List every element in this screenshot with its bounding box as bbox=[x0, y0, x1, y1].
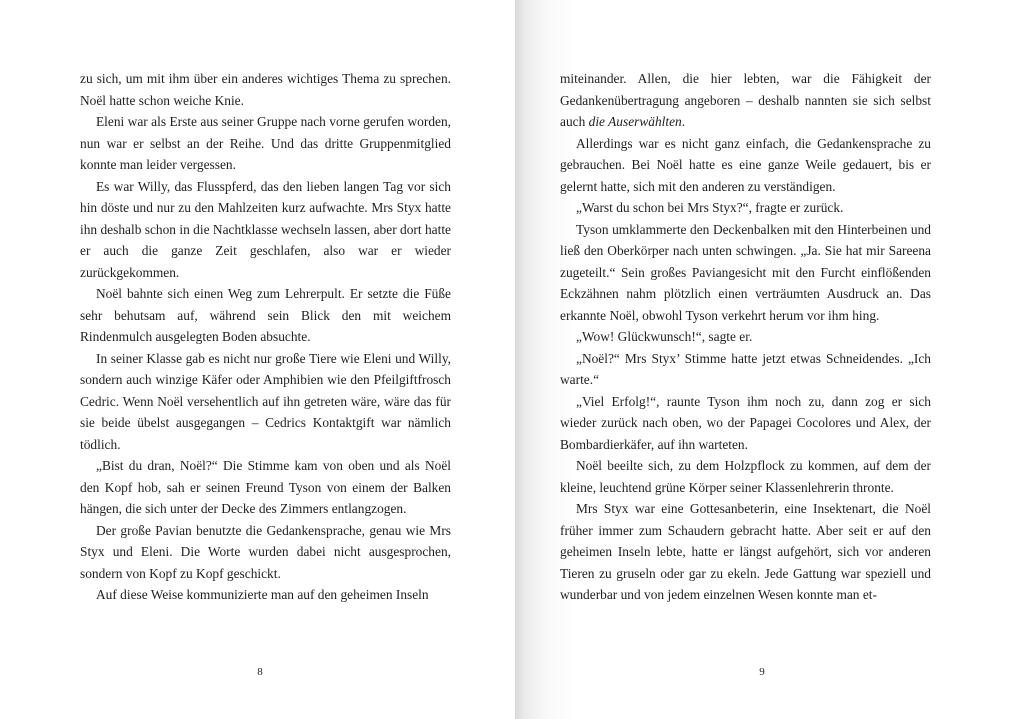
paragraph: Noël beeilte sich, zu dem Holzpflock zu kommen, auf dem der kleine, leuchtend grüne Körper seiner Klassenlehrerin thronte. bbox=[560, 458, 931, 495]
right-page-text bbox=[560, 68, 931, 606]
left-page-text bbox=[80, 68, 451, 606]
paragraph: „Wow! Glückwunsch!“, sagte er. bbox=[576, 329, 753, 344]
right-page bbox=[515, 0, 1024, 719]
paragraph: zu sich, um mit ihm über ein anderes wichtiges Thema zu sprechen. Noël hatte schon weiche Knie. bbox=[80, 71, 451, 108]
emphasis-text: die Auserwählten bbox=[588, 114, 682, 129]
paragraph: Allerdings war es nicht ganz einfach, die Gedankensprache zu gebrauchen. Bei Noël hatte es eine ganze Weile gedauert, bis er gelernt hatte, sich mit den anderen zu verständigen. bbox=[560, 135, 931, 194]
paragraph: In seiner Klasse gab es nicht nur große Tiere wie Eleni und Willy, sondern auch winzige Käfer oder Amphibien wie den Pfeilgiftfrosch Cedric. Wenn Noël versehentlich auf ihn getreten wäre, wäre das für sie beide übelst ausgegangen – Cedrics Kontaktgift war nämlich tödlich. bbox=[80, 350, 451, 452]
paragraph: „Viel Erfolg!“, raunte Tyson ihm noch zu, dann zog er sich wieder zurück nach oben, wo der Papagei Cocolores und Alex, der Bombardierkäfer, auf ihn warteten. bbox=[560, 393, 931, 452]
paragraph: Noël bahnte sich einen Weg zum Lehrerpult. Er setzte die Füße sehr behutsam auf, während sein Blick den mit weichem Rindenmulch ausgelegten Boden absuchte. bbox=[80, 286, 451, 344]
paragraph: „Noël?“ Mrs Styx’ Stimme hatte jetzt etwas Schneidendes. „Ich warte.“ bbox=[560, 350, 931, 387]
paragraph: Der große Pavian benutzte die Gedankensprache, genau wie Mrs Styx und Eleni. Die Worte wurden dabei nicht ausgesprochen, sondern von Kopf zu Kopf geschickt. bbox=[80, 522, 451, 581]
page-number-right: 9 bbox=[759, 666, 765, 678]
paragraph: Eleni war als Erste aus seiner Gruppe nach vorne gerufen worden, nun war er selbst an der Reihe. Und das dritte Gruppenmitglied konnte man leider vergessen. bbox=[80, 114, 451, 172]
paragraph-text-after: . bbox=[681, 114, 686, 129]
page-number-left: 8 bbox=[257, 666, 263, 678]
paragraph: Mrs Styx war eine Gottesanbeterin, eine Insektenart, die Noël früher immer zum Schaudern gebracht hatte. Aber seit er auf den geheimen Inseln lebte, hatte er längst aufgehört, sich vor anderen Tieren zu gruseln oder gar zu ekeln. Jede Gattung war speziell und wunderbar und von jedem einzelnen Wesen konnte man et- bbox=[560, 501, 931, 602]
paragraph-text: miteinander. Allen, die hier lebten, war die Fähigkeit der Gedankenübertragung angeboren – deshalb nannten sie sich selbst auch bbox=[560, 71, 931, 129]
paragraph: Es war Willy, das Flusspferd, das den lieben langen Tag vor sich hin döste und nur zu den Mahlzeiten kurz aufwachte. Mrs Styx hatte ihn deshalb schon in die Nachtklasse wechseln lassen, aber dort hatte er auch die ganze Zeit geschlafen, also war er wieder zurückgekommen. bbox=[80, 178, 451, 280]
paragraph: Auf diese Weise kommunizierte man auf den geheimen Inseln bbox=[96, 587, 429, 602]
paragraph bbox=[560, 68, 931, 133]
paragraph: „Bist du dran, Noël?“ Die Stimme kam von oben und als Noël den Kopf hob, sah er seinen Freund Tyson von einem der Balken hängen, die sich unter der Decke des Zimmers entlangzogen. bbox=[80, 458, 451, 516]
paragraph: „Warst du schon bei Mrs Styx?“, fragte er zurück. bbox=[576, 200, 844, 215]
paragraph: Tyson umklammerte den Deckenbalken mit den Hinterbeinen und ließ den Oberkörper nach unten schwingen. „Ja. Sie hat mir Sareena zugeteilt.“ Sein großes Paviangesicht mit den Furcht einflößenden Eckzähnen nahm plötzlich einen verträumten Ausdruck an. Das erkannte Noël, obwohl Tyson verkehrt herum vor ihm hing. bbox=[560, 221, 931, 323]
